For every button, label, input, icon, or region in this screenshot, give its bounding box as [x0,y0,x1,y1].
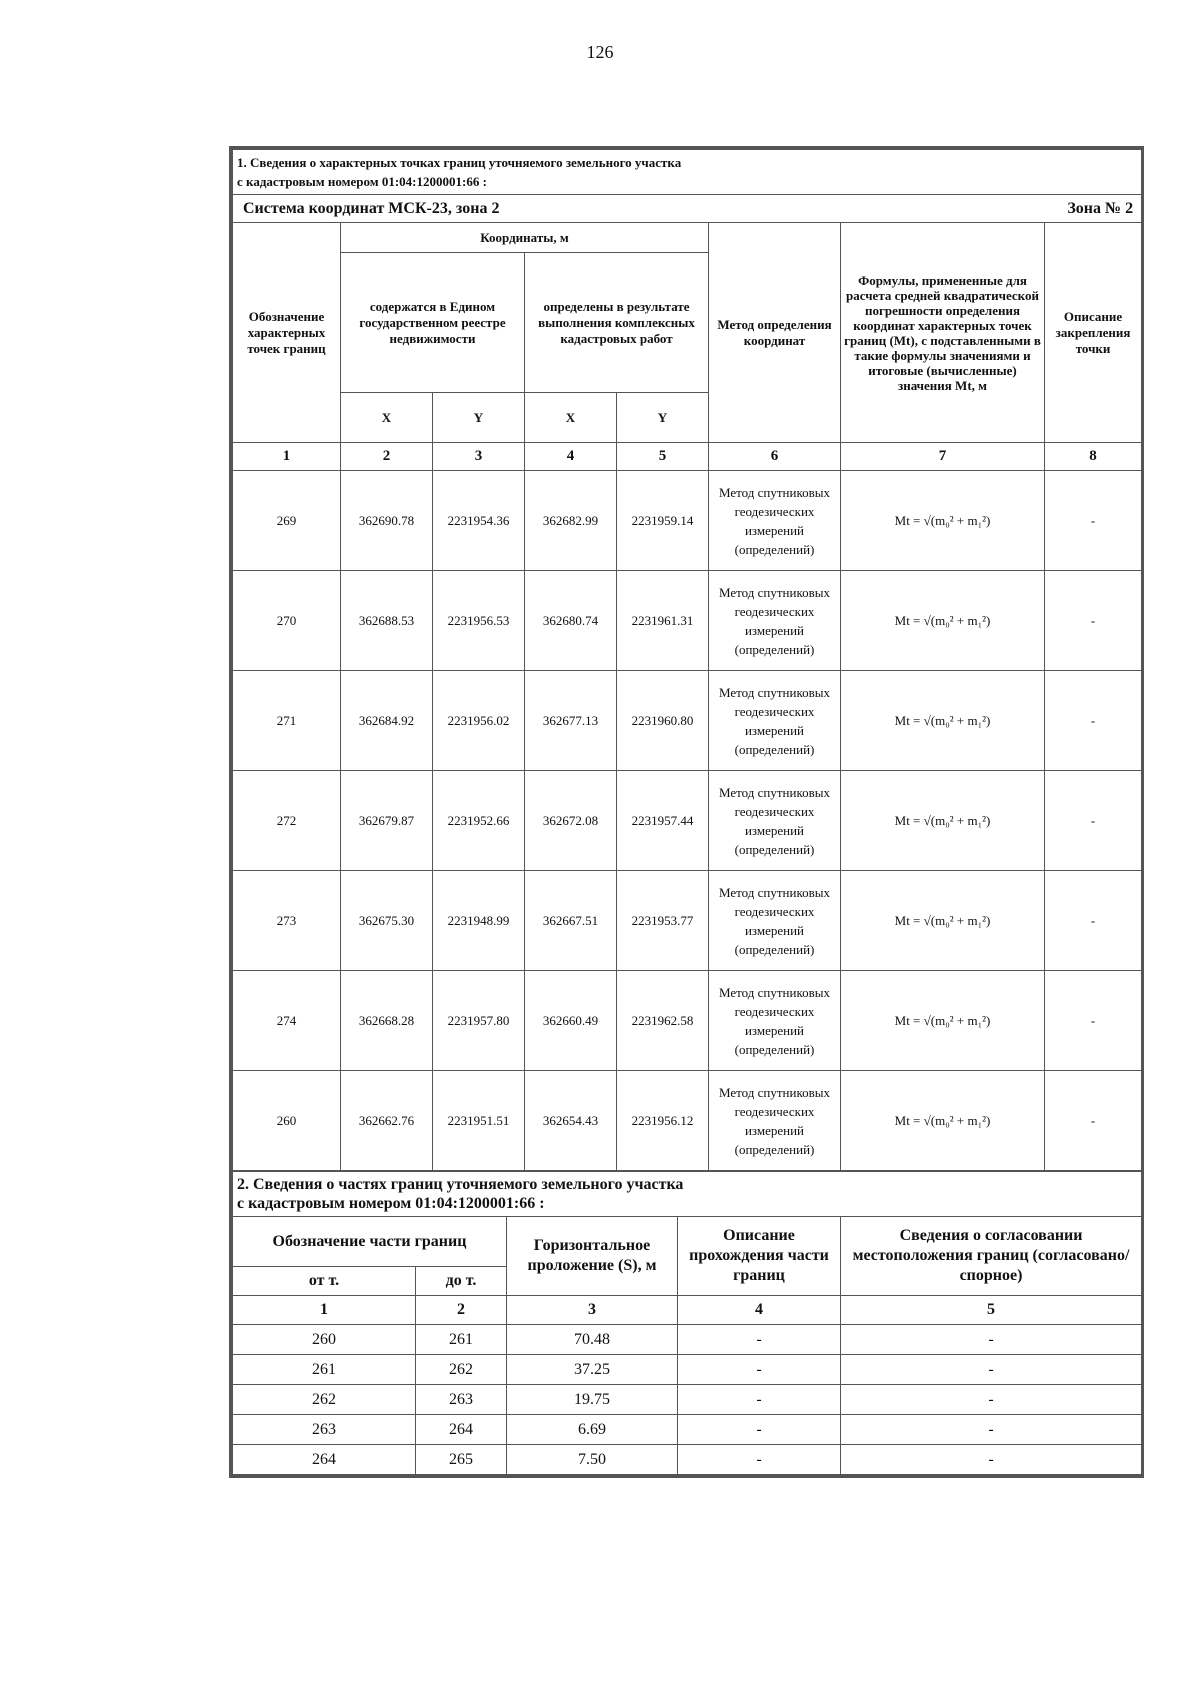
y-registry: 2231954.36 [433,471,525,571]
header-from: от т. [233,1267,416,1296]
y-registry: 2231956.02 [433,671,525,771]
section2-title-line1: 2. Сведения о частях границ уточняемого земельного участка [237,1176,684,1193]
y-determined: 2231961.31 [617,571,709,671]
horizontal-distance: 70.48 [507,1325,678,1355]
column-number: 6 [709,443,841,471]
header-y-determined: Y [617,393,709,443]
to-point: 263 [416,1385,507,1415]
from-point: 262 [233,1385,416,1415]
horizontal-distance: 37.25 [507,1355,678,1385]
points-table [232,149,1142,1171]
column-number: 2 [341,443,433,471]
column-number: 3 [507,1296,678,1325]
x-registry: 362690.78 [341,471,433,571]
column-number: 2 [416,1296,507,1325]
table-row [233,1445,1142,1475]
formula: Mt = √(m₀² + m₁²) [841,871,1045,971]
x-determined: 362672.08 [525,771,617,871]
formula: Mt = √(m₀² + m₁²) [841,771,1045,871]
point-id: 270 [233,571,341,671]
to-point: 262 [416,1355,507,1385]
header-agreement: Сведения о согласовании местоположения границ (согласовано/спорное) [841,1217,1142,1296]
to-point: 265 [416,1445,507,1475]
y-determined: 2231957.44 [617,771,709,871]
table-row [233,771,1142,871]
from-point: 260 [233,1325,416,1355]
point-description: - [1045,971,1142,1071]
column-number: 3 [433,443,525,471]
y-registry: 2231948.99 [433,871,525,971]
method: Метод спутниковых геодезических измерений (определений) [709,671,841,771]
passage-description: - [678,1415,841,1445]
point-id: 260 [233,1071,341,1171]
column-number-row [233,1296,1142,1325]
header-passage: Описание прохождения части границ [678,1217,841,1296]
y-registry: 2231951.51 [433,1071,525,1171]
section2-title-line2: с кадастровым номером 01:04:1200001:66 : [237,1195,545,1212]
header-part-designation: Обозначение части границ [233,1217,507,1267]
y-determined: 2231959.14 [617,471,709,571]
table-row [233,571,1142,671]
agreement-info: - [841,1325,1142,1355]
document-frame [229,146,1144,1478]
method: Метод спутниковых геодезических измерений (определений) [709,871,841,971]
point-description: - [1045,871,1142,971]
y-determined: 2231960.80 [617,671,709,771]
from-point: 263 [233,1415,416,1445]
method: Метод спутниковых геодезических измерений (определений) [709,771,841,871]
column-number: 7 [841,443,1045,471]
formula: Mt = √(m₀² + m₁²) [841,471,1045,571]
x-registry: 362679.87 [341,771,433,871]
x-determined: 362677.13 [525,671,617,771]
column-number: 5 [841,1296,1142,1325]
x-determined: 362667.51 [525,871,617,971]
formula: Mt = √(m₀² + m₁²) [841,971,1045,1071]
from-point: 264 [233,1445,416,1475]
from-point: 261 [233,1355,416,1385]
passage-description: - [678,1385,841,1415]
to-point: 264 [416,1415,507,1445]
horizontal-distance: 19.75 [507,1385,678,1415]
column-number: 8 [1045,443,1142,471]
column-number: 1 [233,1296,416,1325]
method: Метод спутниковых геодезических измерений (определений) [709,1071,841,1171]
coordinate-system: Система координат МСК-23, зона 2 [233,195,841,223]
y-registry: 2231957.80 [433,971,525,1071]
table-row [233,1415,1142,1445]
header-in-registry: содержатся в Едином государственном реестре недвижимости [341,253,525,393]
point-id: 274 [233,971,341,1071]
header-point-designation: Обозначение характерных точек границ [233,223,341,443]
y-determined: 2231956.12 [617,1071,709,1171]
x-registry: 362662.76 [341,1071,433,1171]
header-x-determined: X [525,393,617,443]
table-row [233,671,1142,771]
method: Метод спутниковых геодезических измерений (определений) [709,471,841,571]
formula: Mt = √(m₀² + m₁²) [841,571,1045,671]
column-number-row [233,443,1142,471]
header-x-registry: X [341,393,433,443]
table-row [233,471,1142,571]
y-registry: 2231952.66 [433,771,525,871]
formula: Mt = √(m₀² + m₁²) [841,671,1045,771]
table-row [233,871,1142,971]
method: Метод спутниковых геодезических измерений (определений) [709,571,841,671]
y-registry: 2231956.53 [433,571,525,671]
table-row [233,1325,1142,1355]
section1-title-line1: 1. Сведения о характерных точках границ уточняемого земельного участка [237,155,682,170]
passage-description: - [678,1355,841,1385]
header-y-registry: Y [433,393,525,443]
agreement-info: - [841,1355,1142,1385]
method: Метод спутниковых геодезических измерений (определений) [709,971,841,1071]
x-registry: 362675.30 [341,871,433,971]
table-row [233,1385,1142,1415]
to-point: 261 [416,1325,507,1355]
x-determined: 362680.74 [525,571,617,671]
horizontal-distance: 7.50 [507,1445,678,1475]
x-determined: 362654.43 [525,1071,617,1171]
horizontal-distance: 6.69 [507,1415,678,1445]
header-formulas: Формулы, примененные для расчета средней квадратической погрешности определения координат характерных точек границ (Mt), с подставленными в такие формулы значениями и итоговые (вычисленные) значения Mt, м [841,223,1045,443]
point-description: - [1045,571,1142,671]
passage-description: - [678,1445,841,1475]
header-horizontal: Горизонтальное проложение (S), м [507,1217,678,1296]
header-determined: определены в результате выполнения комплексных кадастровых работ [525,253,709,393]
y-determined: 2231962.58 [617,971,709,1071]
table-row [233,1071,1142,1171]
section2-title [233,1172,1142,1217]
passage-description: - [678,1325,841,1355]
point-description: - [1045,1071,1142,1171]
x-determined: 362682.99 [525,471,617,571]
header-method: Метод определения координат [709,223,841,443]
header-description: Описание закрепления точки [1045,223,1142,443]
point-id: 271 [233,671,341,771]
section1-title [233,150,1142,195]
section1-title-line2: с кадастровым номером 01:04:1200001:66 : [237,174,487,189]
agreement-info: - [841,1445,1142,1475]
boundary-parts-table [232,1171,1142,1475]
table-row [233,971,1142,1071]
formula: Mt = √(m₀² + m₁²) [841,1071,1045,1171]
column-number: 5 [617,443,709,471]
header-coordinates: Координаты, м [341,223,709,253]
point-description: - [1045,671,1142,771]
agreement-info: - [841,1415,1142,1445]
table-row [233,1355,1142,1385]
zone-label: Зона № 2 [841,195,1142,223]
column-number: 1 [233,443,341,471]
point-description: - [1045,771,1142,871]
header-to: до т. [416,1267,507,1296]
page-number: 126 [586,42,614,62]
agreement-info: - [841,1385,1142,1415]
point-id: 273 [233,871,341,971]
x-registry: 362688.53 [341,571,433,671]
x-registry: 362668.28 [341,971,433,1071]
column-number: 4 [678,1296,841,1325]
y-determined: 2231953.77 [617,871,709,971]
column-number: 4 [525,443,617,471]
point-id: 269 [233,471,341,571]
x-registry: 362684.92 [341,671,433,771]
point-id: 272 [233,771,341,871]
point-description: - [1045,471,1142,571]
x-determined: 362660.49 [525,971,617,1071]
